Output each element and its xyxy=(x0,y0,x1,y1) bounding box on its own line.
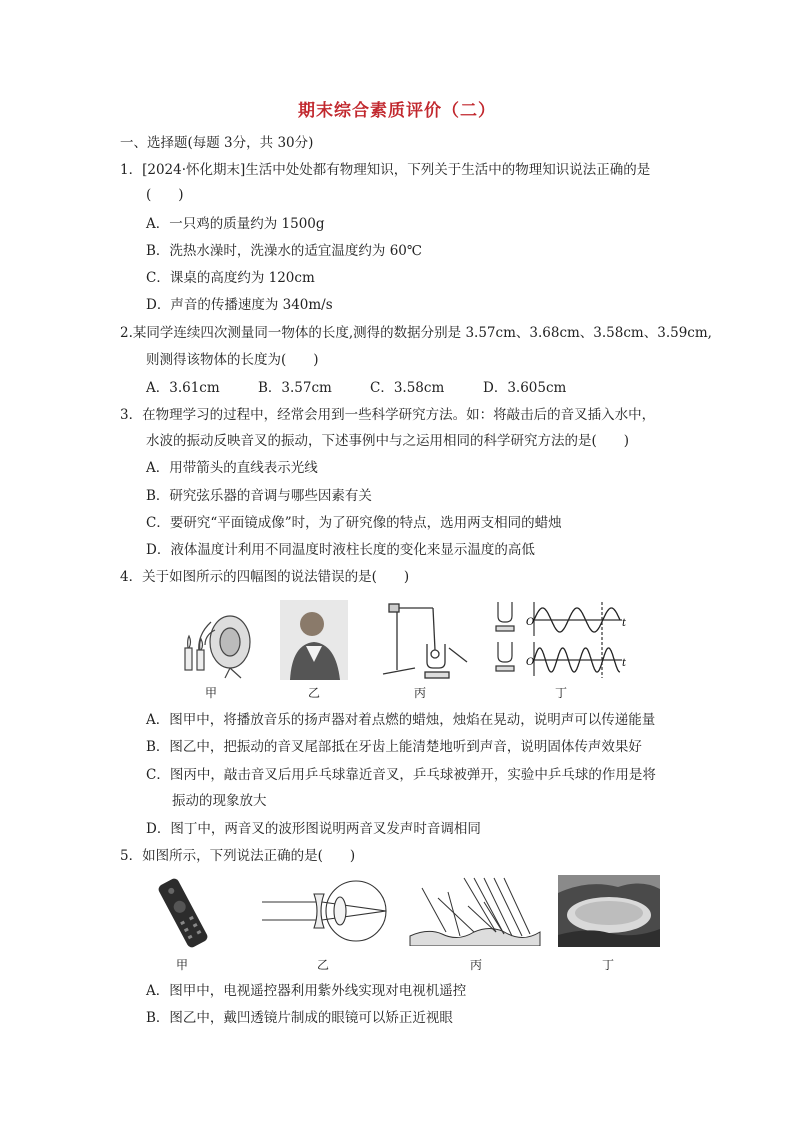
q4-caption-jia: 甲 xyxy=(204,686,217,700)
q1-stem: 1．[2024·怀化期末]生活中处处都有物理知识，下列关于生活中的物理知识说法正确的是 xyxy=(120,162,651,178)
section-heading: 一、选择题(每题 3分，共 30分) xyxy=(120,135,314,151)
wave1-origin-label: O xyxy=(526,617,535,628)
q4-figure-ding xyxy=(490,598,630,680)
q3-option-d: D．液体温度计利用不同温度时液柱长度的变化来显示温度的高低 xyxy=(146,542,535,558)
q3-option-b: B．研究弦乐器的音调与哪些因素有关 xyxy=(146,488,372,504)
q2-option-c: C．3.58cm xyxy=(370,380,445,396)
q4-figure-bing xyxy=(375,598,475,680)
q4-stem: 4．关于如图所示的四幅图的说法错误的是( ) xyxy=(120,569,410,585)
q5-caption-jia: 甲 xyxy=(175,958,188,972)
q4-caption-bing: 丙 xyxy=(413,686,426,700)
q4-caption-yi: 乙 xyxy=(307,686,320,700)
q5-caption-yi: 乙 xyxy=(316,958,329,972)
wave1-time-label: t xyxy=(622,618,627,629)
q5-figure-ding xyxy=(558,875,660,947)
q3-stem-cont: 水波的振动反映音叉的振动，下述事例中与之运用相同的科学研究方法的是( ) xyxy=(146,433,630,449)
q2-option-a: A．3.61cm xyxy=(146,380,220,396)
q4-option-d: D．图丁中，两音叉的波形图说明两音叉发声时音调相同 xyxy=(146,821,481,837)
q1-option-d: D．声音的传播速度为 340m/s xyxy=(146,297,333,313)
q2-stem-cont: 则测得该物体的长度为( ) xyxy=(146,352,319,368)
q1-answer-paren: ( ) xyxy=(146,187,184,203)
q5-caption-ding: 丁 xyxy=(601,958,614,972)
q2-option-b: B．3.57cm xyxy=(258,380,332,396)
q3-option-c: C．要研究“平面镜成像”时，为了研究像的特点，选用两支相同的蜡烛 xyxy=(146,515,562,531)
q5-figure-jia xyxy=(148,876,218,950)
q5-option-a: A．图甲中，电视遥控器利用紫外线实现对电视机遥控 xyxy=(146,983,467,999)
q5-stem: 5．如图所示，下列说法正确的是( ) xyxy=(120,848,356,864)
q3-option-a: A．用带箭头的直线表示光线 xyxy=(146,460,318,476)
q1-option-a: A．一只鸡的质量约为 1500g xyxy=(146,216,325,232)
q4-option-c: C．图丙中，敲击音叉后用乒乓球靠近音叉，乒乓球被弹开，实验中乒乓球的作用是将 xyxy=(146,767,656,783)
q4-option-b: B．图乙中，把振动的音叉尾部抵在牙齿上能清楚地听到声音，说明固体传声效果好 xyxy=(146,739,642,755)
q2-stem: 2.某同学连续四次测量同一物体的长度,测得的数据分别是 3.57cm、3.68cm、3.58cm、3.59cm, xyxy=(120,325,712,341)
q3-stem: 3．在物理学习的过程中，经常会用到一些科学研究方法。如：将敲击后的音叉插入水中， xyxy=(120,407,656,423)
q4-figure-yi xyxy=(280,600,348,680)
q5-figure-bing xyxy=(408,876,542,946)
wave2-time-label: t xyxy=(622,658,627,669)
q4-figure-jia xyxy=(175,600,265,680)
q4-option-a: A．图甲中，将播放音乐的扬声器对着点燃的蜡烛，烛焰在晃动，说明声可以传递能量 xyxy=(146,712,656,728)
page-title: 期末综合素质评价（二） xyxy=(298,101,496,121)
q5-figure-yi xyxy=(258,878,388,944)
q4-caption-ding: 丁 xyxy=(554,686,567,700)
q5-option-b: B．图乙中，戴凹透镜片制成的眼镜可以矫正近视眼 xyxy=(146,1010,453,1026)
wave2-origin-label: O xyxy=(526,657,535,668)
q1-option-c: C．课桌的高度约为 120cm xyxy=(146,270,315,286)
q1-option-b: B．洗热水澡时，洗澡水的适宜温度约为 60℃ xyxy=(146,243,422,259)
q2-option-d: D．3.605cm xyxy=(483,380,567,396)
q4-option-c-cont: 振动的现象放大 xyxy=(172,793,267,809)
q5-caption-bing: 丙 xyxy=(469,958,482,972)
